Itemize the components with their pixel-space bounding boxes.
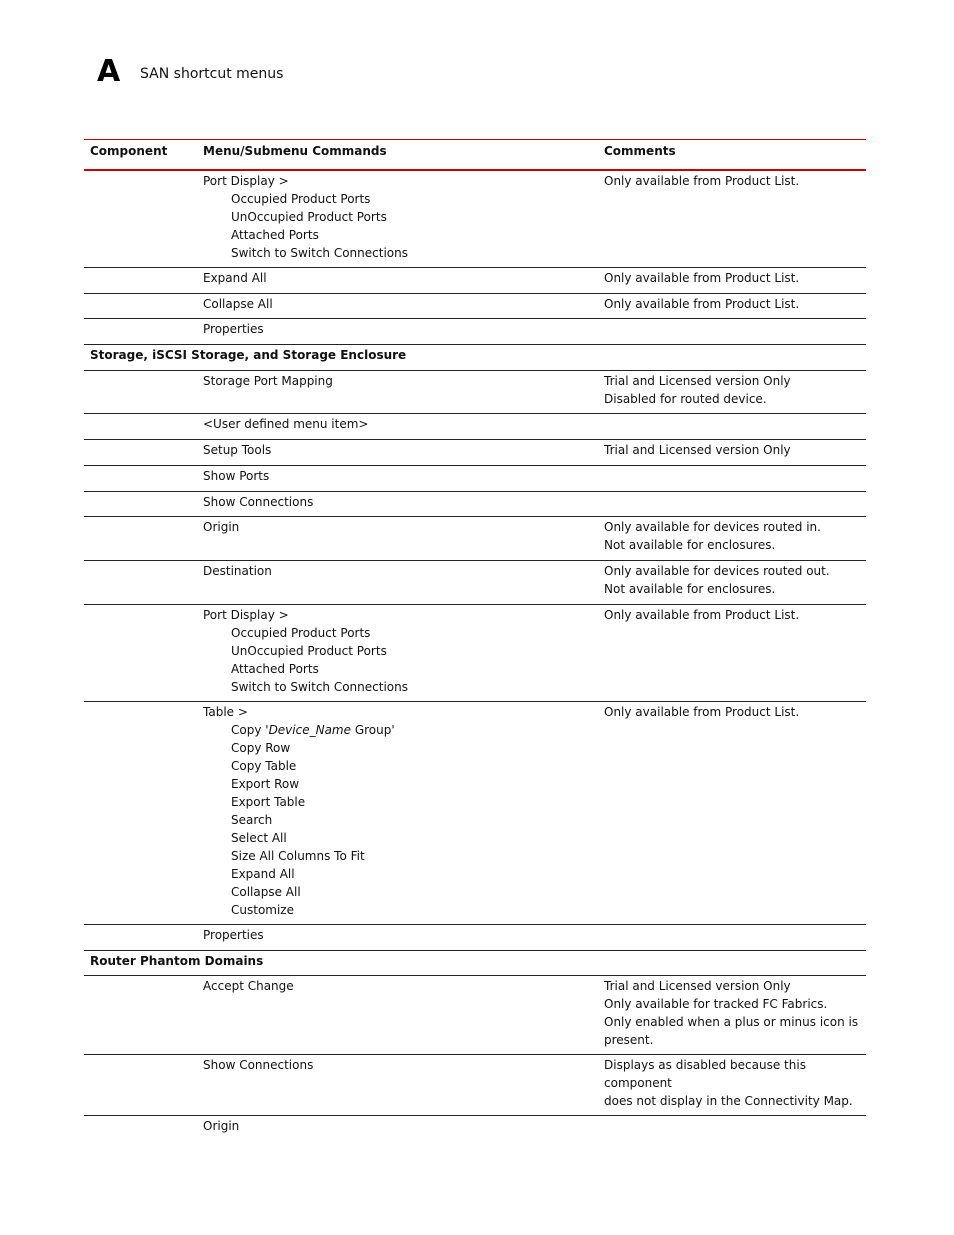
comment-line: Trial and Licensed version Only [604,443,791,457]
table-row [84,492,866,517]
section-title: Router Phantom Domains [90,954,264,968]
comments-cell [598,441,866,460]
table-row [84,1116,866,1142]
comments-cell [598,926,866,945]
submenu-command: Occupied Product Ports [231,192,371,206]
table-row [84,925,866,951]
component-cell [84,562,197,599]
comments-cell [598,562,866,599]
menu-cell [197,372,598,408]
table-header [84,140,866,171]
menu-command: Port Display > [203,608,289,622]
table-body [84,171,866,1142]
component-cell [84,977,197,1049]
menu-command: Setup Tools [203,443,272,457]
menu-cell [197,1056,598,1110]
comments-cell [598,372,866,408]
menu-command: Destination [203,564,272,578]
comment-line: present. [604,1033,654,1047]
component-cell [84,320,197,339]
comment-line: Only available from Product List. [604,608,800,622]
component-cell [84,1117,197,1137]
table-row [84,371,866,414]
menu-cell [197,467,598,486]
component-cell [84,467,197,486]
menu-cell [197,493,598,511]
menu-cell [197,172,598,262]
menu-cell [197,320,598,339]
comment-line: Not available for enclosures. [604,538,776,552]
menu-command: Expand All [203,271,267,285]
comments-cell [598,415,866,434]
table-row [84,1055,866,1116]
comment-line: does not display in the Connectivity Map. [604,1094,853,1108]
table-row [84,440,866,466]
menu-cell [197,606,598,696]
menu-cell [197,926,598,945]
menu-command: Port Display > [203,174,289,188]
comments-cell [598,606,866,696]
menu-cell [197,977,598,1049]
component-cell [84,926,197,945]
column-header-menu: Menu/Submenu Commands [203,144,387,158]
menu-command: Properties [203,322,264,336]
menu-cell [197,703,598,919]
component-cell [84,493,197,511]
comment-line: Only available from Product List. [604,271,800,285]
menu-command: Origin [203,1119,240,1133]
column-header-component: Component [90,144,168,158]
component-cell [84,703,197,919]
table-row [84,605,866,702]
menu-command: Show Connections [203,1058,314,1072]
table-row [84,414,866,440]
table-row [84,561,866,605]
menu-command: Show Connections [203,495,314,509]
column-header-comments: Comments [604,144,676,158]
comments-cell [598,172,866,262]
comment-line: Only available from Product List. [604,705,800,719]
table-row [84,268,866,294]
submenu-command: Export Table [231,795,306,809]
menu-command: Table > [203,705,248,719]
comment-line: Disabled for routed device. [604,392,767,406]
submenu-command: UnOccupied Product Ports [231,210,387,224]
submenu-command: Switch to Switch Connections [231,680,408,694]
submenu-command: Attached Ports [231,228,319,242]
submenu-command: Export Row [231,777,300,791]
component-cell [84,295,197,313]
submenu-command: Search [231,813,273,827]
menu-cell [197,518,598,555]
comments-cell [598,493,866,511]
table-row [84,294,866,319]
menu-cell [197,1117,598,1137]
table-row [84,319,866,345]
shortcut-menu-table [84,139,866,1142]
component-cell [84,372,197,408]
comment-line: Only available from Product List. [604,174,800,188]
table-row [84,171,866,268]
submenu-command: Switch to Switch Connections [231,246,408,260]
submenu-command: Size All Columns To Fit [231,849,365,863]
menu-command: Properties [203,928,264,942]
table-row [84,702,866,925]
chapter-letter: A [97,54,121,89]
table-row [84,976,866,1055]
component-cell [84,269,197,288]
comment-line: Only available for devices routed out. [604,564,830,578]
comments-cell [598,269,866,288]
comment-line: Displays as disabled because this component [604,1058,806,1090]
submenu-command: Collapse All [231,885,301,899]
section-title: Storage, iSCSI Storage, and Storage Enclosure [90,348,407,362]
menu-cell [197,562,598,599]
submenu-command: Copy Table [231,759,297,773]
section-row [84,345,866,371]
menu-command: Accept Change [203,979,294,993]
comments-cell [598,977,866,1049]
component-cell [84,518,197,555]
comments-cell [598,295,866,313]
component-cell [84,415,197,434]
submenu-command: Attached Ports [231,662,319,676]
menu-command: Show Ports [203,469,270,483]
comment-line: Trial and Licensed version Only [604,374,791,388]
component-cell [84,441,197,460]
submenu-command: Copy Row [231,741,291,755]
comments-cell [598,703,866,919]
component-cell [84,606,197,696]
comment-line: Only enabled when a plus or minus icon is [604,1015,859,1029]
menu-command: Collapse All [203,297,273,311]
submenu-command: Expand All [231,867,295,881]
menu-cell [197,295,598,313]
menu-command: Origin [203,520,240,534]
comments-cell [598,518,866,555]
comments-cell [598,1056,866,1110]
comment-line: Trial and Licensed version Only [604,979,791,993]
submenu-command: Select All [231,831,287,845]
menu-cell [197,441,598,460]
comments-cell [598,1117,866,1137]
comment-line: Only available from Product List. [604,297,800,311]
menu-command: Storage Port Mapping [203,374,333,388]
submenu-command: Copy 'Device_Name Group' [231,723,395,737]
component-cell [84,172,197,262]
menu-cell [197,415,598,434]
comment-line: Not available for enclosures. [604,582,776,596]
running-title: SAN shortcut menus [140,66,284,82]
comment-line: Only available for tracked FC Fabrics. [604,997,828,1011]
menu-cell [197,269,598,288]
comments-cell [598,320,866,339]
section-row [84,951,866,976]
component-cell [84,1056,197,1110]
submenu-command: UnOccupied Product Ports [231,644,387,658]
submenu-command: Occupied Product Ports [231,626,371,640]
table-row [84,517,866,561]
device-name-placeholder: Device_Name [268,723,352,737]
comment-line: Only available for devices routed in. [604,520,821,534]
table-row [84,466,866,492]
menu-command: <User defined menu item> [203,417,369,431]
submenu-command: Customize [231,903,294,917]
comments-cell [598,467,866,486]
